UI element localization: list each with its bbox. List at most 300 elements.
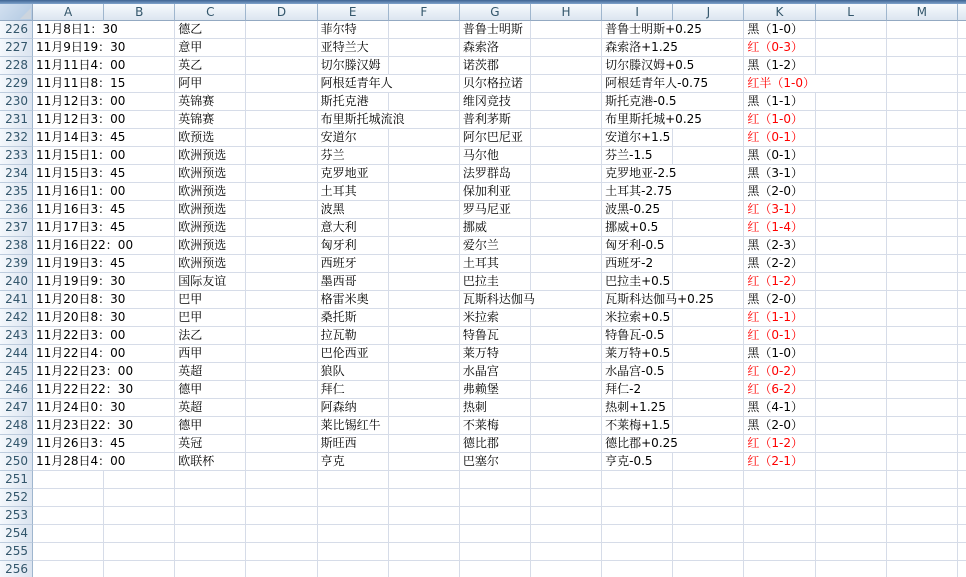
- cell-A232[interactable]: 11月14日3：45: [33, 129, 104, 147]
- cell-I252[interactable]: [602, 489, 673, 507]
- cell-F239[interactable]: [389, 255, 460, 273]
- cell-I241[interactable]: 瓦斯科达伽马+0.25: [602, 291, 673, 309]
- cell-A239[interactable]: 11月19日3：45: [33, 255, 104, 273]
- cell-G245[interactable]: 水晶宫: [460, 363, 531, 381]
- cell-F255[interactable]: [389, 543, 460, 561]
- cell-G236[interactable]: 罗马尼亚: [460, 201, 531, 219]
- cell-F246[interactable]: [389, 381, 460, 399]
- cell-G250[interactable]: 巴塞尔: [460, 453, 531, 471]
- column-header-B[interactable]: B: [104, 4, 175, 21]
- cell-M240[interactable]: [887, 273, 958, 291]
- cell-L256[interactable]: [816, 561, 887, 577]
- cell-L248[interactable]: [816, 417, 887, 435]
- cell-H247[interactable]: [531, 399, 602, 417]
- cell-D231[interactable]: [246, 111, 317, 129]
- cell-K244[interactable]: 黑（1-0）: [744, 345, 815, 363]
- cell-D252[interactable]: [246, 489, 317, 507]
- column-header-H[interactable]: H: [531, 4, 602, 21]
- row-header-232[interactable]: 232: [0, 129, 33, 147]
- cell-K253[interactable]: [744, 507, 815, 525]
- column-header-G[interactable]: G: [460, 4, 531, 21]
- cell-G242[interactable]: 米拉索: [460, 309, 531, 327]
- cell-E250[interactable]: 亨克: [318, 453, 389, 471]
- cell-F227[interactable]: [389, 39, 460, 57]
- cell-G233[interactable]: 马尔他: [460, 147, 531, 165]
- cell-F254[interactable]: [389, 525, 460, 543]
- column-header-L[interactable]: L: [816, 4, 887, 21]
- cell-A226[interactable]: 11月8日1：30: [33, 21, 104, 39]
- cell-E238[interactable]: 匈牙利: [318, 237, 389, 255]
- cell-A253[interactable]: [33, 507, 104, 525]
- cell-C248[interactable]: 德甲: [175, 417, 246, 435]
- cell-I256[interactable]: [602, 561, 673, 577]
- cell-K236[interactable]: 红（3-1）: [744, 201, 815, 219]
- cell-J238[interactable]: [673, 237, 744, 255]
- cell-K235[interactable]: 黑（2-0）: [744, 183, 815, 201]
- cell-A251[interactable]: [33, 471, 104, 489]
- cell-I232[interactable]: 安道尔+1.5: [602, 129, 673, 147]
- cell-I255[interactable]: [602, 543, 673, 561]
- select-all-button[interactable]: [0, 4, 33, 21]
- cell-C249[interactable]: 英冠: [175, 435, 246, 453]
- cell-F244[interactable]: [389, 345, 460, 363]
- cell-A230[interactable]: 11月12日3：00: [33, 93, 104, 111]
- cell-H246[interactable]: [531, 381, 602, 399]
- cell-D237[interactable]: [246, 219, 317, 237]
- cell-C227[interactable]: 意甲: [175, 39, 246, 57]
- cell-M239[interactable]: [887, 255, 958, 273]
- cell-J235[interactable]: [673, 183, 744, 201]
- cell-A244[interactable]: 11月22日4：00: [33, 345, 104, 363]
- cell-M248[interactable]: [887, 417, 958, 435]
- cell-L226[interactable]: [816, 21, 887, 39]
- cell-E232[interactable]: 安道尔: [318, 129, 389, 147]
- cell-M244[interactable]: [887, 345, 958, 363]
- cell-I249[interactable]: 德比郡+0.25: [602, 435, 673, 453]
- cell-M241[interactable]: [887, 291, 958, 309]
- cell-M228[interactable]: [887, 57, 958, 75]
- cell-G249[interactable]: 德比郡: [460, 435, 531, 453]
- cell-E247[interactable]: 阿森纳: [318, 399, 389, 417]
- cell-L246[interactable]: [816, 381, 887, 399]
- cell-J233[interactable]: [673, 147, 744, 165]
- cell-H245[interactable]: [531, 363, 602, 381]
- cell-H250[interactable]: [531, 453, 602, 471]
- row-header-245[interactable]: 245: [0, 363, 33, 381]
- cell-K255[interactable]: [744, 543, 815, 561]
- cell-G227[interactable]: 森索洛: [460, 39, 531, 57]
- cell-E233[interactable]: 芬兰: [318, 147, 389, 165]
- cell-E237[interactable]: 意大利: [318, 219, 389, 237]
- cell-F238[interactable]: [389, 237, 460, 255]
- row-header-254[interactable]: 254: [0, 525, 33, 543]
- cell-L235[interactable]: [816, 183, 887, 201]
- cell-J253[interactable]: [673, 507, 744, 525]
- cell-C234[interactable]: 欧洲预选: [175, 165, 246, 183]
- cell-H242[interactable]: [531, 309, 602, 327]
- row-header-255[interactable]: 255: [0, 543, 33, 561]
- cell-M232[interactable]: [887, 129, 958, 147]
- cell-M238[interactable]: [887, 237, 958, 255]
- cell-J230[interactable]: [673, 93, 744, 111]
- cell-B252[interactable]: [104, 489, 175, 507]
- column-header-K[interactable]: K: [744, 4, 815, 21]
- cell-D230[interactable]: [246, 93, 317, 111]
- cell-A227[interactable]: 11月9日19：30: [33, 39, 104, 57]
- cell-E249[interactable]: 斯旺西: [318, 435, 389, 453]
- cell-F256[interactable]: [389, 561, 460, 577]
- cell-G256[interactable]: [460, 561, 531, 577]
- row-header-248[interactable]: 248: [0, 417, 33, 435]
- cell-A242[interactable]: 11月20日8：30: [33, 309, 104, 327]
- column-header-E[interactable]: E: [318, 4, 389, 21]
- cell-F229[interactable]: [389, 75, 460, 93]
- cell-G228[interactable]: 诺茨郡: [460, 57, 531, 75]
- row-header-256[interactable]: 256: [0, 561, 33, 577]
- cell-L251[interactable]: [816, 471, 887, 489]
- cell-C243[interactable]: 法乙: [175, 327, 246, 345]
- cell-F249[interactable]: [389, 435, 460, 453]
- row-header-234[interactable]: 234: [0, 165, 33, 183]
- cell-M231[interactable]: [887, 111, 958, 129]
- cell-L229[interactable]: [816, 75, 887, 93]
- cell-L255[interactable]: [816, 543, 887, 561]
- cell-M254[interactable]: [887, 525, 958, 543]
- cell-E246[interactable]: 拜仁: [318, 381, 389, 399]
- cell-H226[interactable]: [531, 21, 602, 39]
- cell-A234[interactable]: 11月15日3：45: [33, 165, 104, 183]
- row-header-235[interactable]: 235: [0, 183, 33, 201]
- cell-M233[interactable]: [887, 147, 958, 165]
- cell-G252[interactable]: [460, 489, 531, 507]
- cell-G229[interactable]: 贝尔格拉诺: [460, 75, 531, 93]
- cell-D241[interactable]: [246, 291, 317, 309]
- cell-K233[interactable]: 黑（0-1）: [744, 147, 815, 165]
- cell-K251[interactable]: [744, 471, 815, 489]
- cell-C237[interactable]: 欧洲预选: [175, 219, 246, 237]
- cell-J243[interactable]: [673, 327, 744, 345]
- cell-G241[interactable]: 瓦斯科达伽马: [460, 291, 531, 309]
- cell-E256[interactable]: [318, 561, 389, 577]
- row-header-229[interactable]: 229: [0, 75, 33, 93]
- cell-A255[interactable]: [33, 543, 104, 561]
- cell-F226[interactable]: [389, 21, 460, 39]
- cell-M255[interactable]: [887, 543, 958, 561]
- row-header-246[interactable]: 246: [0, 381, 33, 399]
- row-header-251[interactable]: 251: [0, 471, 33, 489]
- row-header-228[interactable]: 228: [0, 57, 33, 75]
- cell-E239[interactable]: 西班牙: [318, 255, 389, 273]
- row-header-247[interactable]: 247: [0, 399, 33, 417]
- row-header-244[interactable]: 244: [0, 345, 33, 363]
- cell-D251[interactable]: [246, 471, 317, 489]
- cell-L227[interactable]: [816, 39, 887, 57]
- cell-I235[interactable]: 土耳其-2.75: [602, 183, 673, 201]
- cell-E227[interactable]: 亚特兰大: [318, 39, 389, 57]
- cell-K246[interactable]: 红（6-2）: [744, 381, 815, 399]
- cell-H255[interactable]: [531, 543, 602, 561]
- cell-H251[interactable]: [531, 471, 602, 489]
- cell-I246[interactable]: 拜仁-2: [602, 381, 673, 399]
- cell-E234[interactable]: 克罗地亚: [318, 165, 389, 183]
- column-header-C[interactable]: C: [175, 4, 246, 21]
- cell-H235[interactable]: [531, 183, 602, 201]
- cell-B256[interactable]: [104, 561, 175, 577]
- cell-J236[interactable]: [673, 201, 744, 219]
- cell-M230[interactable]: [887, 93, 958, 111]
- cell-D235[interactable]: [246, 183, 317, 201]
- cell-M243[interactable]: [887, 327, 958, 345]
- cell-L250[interactable]: [816, 453, 887, 471]
- cell-F228[interactable]: [389, 57, 460, 75]
- cell-F253[interactable]: [389, 507, 460, 525]
- cell-I253[interactable]: [602, 507, 673, 525]
- cell-F242[interactable]: [389, 309, 460, 327]
- cell-I248[interactable]: 不莱梅+1.5: [602, 417, 673, 435]
- cell-D245[interactable]: [246, 363, 317, 381]
- cell-C242[interactable]: 巴甲: [175, 309, 246, 327]
- cell-K245[interactable]: 红（0-2）: [744, 363, 815, 381]
- column-header-J[interactable]: J: [673, 4, 744, 21]
- cell-K256[interactable]: [744, 561, 815, 577]
- cell-C250[interactable]: 欧联杯: [175, 453, 246, 471]
- cell-M235[interactable]: [887, 183, 958, 201]
- row-header-252[interactable]: 252: [0, 489, 33, 507]
- cell-J251[interactable]: [673, 471, 744, 489]
- cell-A238[interactable]: 11月16日22：00: [33, 237, 104, 255]
- row-header-253[interactable]: 253: [0, 507, 33, 525]
- cell-B253[interactable]: [104, 507, 175, 525]
- cell-I226[interactable]: 普鲁士明斯+0.25: [602, 21, 673, 39]
- cell-F241[interactable]: [389, 291, 460, 309]
- cell-D242[interactable]: [246, 309, 317, 327]
- cell-I242[interactable]: 米拉索+0.5: [602, 309, 673, 327]
- cell-H229[interactable]: [531, 75, 602, 93]
- cell-G239[interactable]: 土耳其: [460, 255, 531, 273]
- cell-I234[interactable]: 克罗地亚-2.5: [602, 165, 673, 183]
- cell-K239[interactable]: 黑（2-2）: [744, 255, 815, 273]
- cell-K227[interactable]: 红（0-3）: [744, 39, 815, 57]
- cell-K250[interactable]: 红（2-1）: [744, 453, 815, 471]
- cell-M242[interactable]: [887, 309, 958, 327]
- cell-J232[interactable]: [673, 129, 744, 147]
- cell-F247[interactable]: [389, 399, 460, 417]
- cell-D254[interactable]: [246, 525, 317, 543]
- cell-G247[interactable]: 热刺: [460, 399, 531, 417]
- cell-A240[interactable]: 11月19日9：30: [33, 273, 104, 291]
- cell-I236[interactable]: 波黑-0.25: [602, 201, 673, 219]
- cell-G230[interactable]: 维冈竞技: [460, 93, 531, 111]
- cell-J247[interactable]: [673, 399, 744, 417]
- cell-J245[interactable]: [673, 363, 744, 381]
- cell-F243[interactable]: [389, 327, 460, 345]
- cell-D240[interactable]: [246, 273, 317, 291]
- cell-G226[interactable]: 普鲁士明斯: [460, 21, 531, 39]
- cell-K229[interactable]: 红半（1-0）: [744, 75, 815, 93]
- cell-E241[interactable]: 格雷米奥: [318, 291, 389, 309]
- cell-M237[interactable]: [887, 219, 958, 237]
- cell-A250[interactable]: 11月28日4：00: [33, 453, 104, 471]
- cell-I239[interactable]: 西班牙-2: [602, 255, 673, 273]
- cell-G237[interactable]: 挪威: [460, 219, 531, 237]
- cell-L237[interactable]: [816, 219, 887, 237]
- cell-A243[interactable]: 11月22日3：00: [33, 327, 104, 345]
- row-header-241[interactable]: 241: [0, 291, 33, 309]
- cell-J244[interactable]: [673, 345, 744, 363]
- cell-H240[interactable]: [531, 273, 602, 291]
- cell-A245[interactable]: 11月22日23：00: [33, 363, 104, 381]
- cell-D234[interactable]: [246, 165, 317, 183]
- cell-I229[interactable]: 阿根廷青年人-0.75: [602, 75, 673, 93]
- cell-L252[interactable]: [816, 489, 887, 507]
- cell-L228[interactable]: [816, 57, 887, 75]
- cell-L249[interactable]: [816, 435, 887, 453]
- cell-I238[interactable]: 匈牙利-0.5: [602, 237, 673, 255]
- cell-I247[interactable]: 热刺+1.25: [602, 399, 673, 417]
- row-header-227[interactable]: 227: [0, 39, 33, 57]
- cell-D253[interactable]: [246, 507, 317, 525]
- cell-J227[interactable]: [673, 39, 744, 57]
- cell-G255[interactable]: [460, 543, 531, 561]
- cell-K248[interactable]: 黑（2-0）: [744, 417, 815, 435]
- cell-I251[interactable]: [602, 471, 673, 489]
- cell-C232[interactable]: 欧预选: [175, 129, 246, 147]
- cell-D227[interactable]: [246, 39, 317, 57]
- cell-A229[interactable]: 11月11日8：15: [33, 75, 104, 93]
- cell-G240[interactable]: 巴拉圭: [460, 273, 531, 291]
- cell-A254[interactable]: [33, 525, 104, 543]
- cell-H236[interactable]: [531, 201, 602, 219]
- row-header-233[interactable]: 233: [0, 147, 33, 165]
- cell-D243[interactable]: [246, 327, 317, 345]
- cell-L231[interactable]: [816, 111, 887, 129]
- cell-J250[interactable]: [673, 453, 744, 471]
- cell-I237[interactable]: 挪威+0.5: [602, 219, 673, 237]
- cell-M256[interactable]: [887, 561, 958, 577]
- cell-G254[interactable]: [460, 525, 531, 543]
- cell-D250[interactable]: [246, 453, 317, 471]
- cell-K254[interactable]: [744, 525, 815, 543]
- cell-D239[interactable]: [246, 255, 317, 273]
- cell-C254[interactable]: [175, 525, 246, 543]
- cell-C252[interactable]: [175, 489, 246, 507]
- cell-H230[interactable]: [531, 93, 602, 111]
- cell-D233[interactable]: [246, 147, 317, 165]
- cell-J255[interactable]: [673, 543, 744, 561]
- row-header-238[interactable]: 238: [0, 237, 33, 255]
- column-header-F[interactable]: F: [389, 4, 460, 21]
- row-header-237[interactable]: 237: [0, 219, 33, 237]
- cell-J248[interactable]: [673, 417, 744, 435]
- cell-E245[interactable]: 狼队: [318, 363, 389, 381]
- cell-L236[interactable]: [816, 201, 887, 219]
- cell-C255[interactable]: [175, 543, 246, 561]
- cell-I254[interactable]: [602, 525, 673, 543]
- cell-G244[interactable]: 莱万特: [460, 345, 531, 363]
- cell-H232[interactable]: [531, 129, 602, 147]
- cell-L245[interactable]: [816, 363, 887, 381]
- row-header-226[interactable]: 226: [0, 21, 33, 39]
- cell-K230[interactable]: 黑（1-1）: [744, 93, 815, 111]
- cell-C231[interactable]: 英锦赛: [175, 111, 246, 129]
- cell-C229[interactable]: 阿甲: [175, 75, 246, 93]
- cell-K252[interactable]: [744, 489, 815, 507]
- row-header-249[interactable]: 249: [0, 435, 33, 453]
- cell-F250[interactable]: [389, 453, 460, 471]
- cell-C228[interactable]: 英乙: [175, 57, 246, 75]
- cell-A233[interactable]: 11月15日1：00: [33, 147, 104, 165]
- cell-E253[interactable]: [318, 507, 389, 525]
- cell-A246[interactable]: 11月22日22：30: [33, 381, 104, 399]
- cell-M253[interactable]: [887, 507, 958, 525]
- cell-D229[interactable]: [246, 75, 317, 93]
- cell-L238[interactable]: [816, 237, 887, 255]
- column-header-I[interactable]: I: [602, 4, 673, 21]
- cell-C244[interactable]: 西甲: [175, 345, 246, 363]
- cell-M236[interactable]: [887, 201, 958, 219]
- cell-F237[interactable]: [389, 219, 460, 237]
- cell-L242[interactable]: [816, 309, 887, 327]
- cell-E254[interactable]: [318, 525, 389, 543]
- cell-M249[interactable]: [887, 435, 958, 453]
- cell-F240[interactable]: [389, 273, 460, 291]
- cell-J252[interactable]: [673, 489, 744, 507]
- cell-H244[interactable]: [531, 345, 602, 363]
- cell-C226[interactable]: 德乙: [175, 21, 246, 39]
- cell-H233[interactable]: [531, 147, 602, 165]
- cell-G251[interactable]: [460, 471, 531, 489]
- row-header-236[interactable]: 236: [0, 201, 33, 219]
- cell-J237[interactable]: [673, 219, 744, 237]
- cell-E230[interactable]: 斯托克港: [318, 93, 389, 111]
- cell-G232[interactable]: 阿尔巴尼亚: [460, 129, 531, 147]
- cell-F252[interactable]: [389, 489, 460, 507]
- cell-K231[interactable]: 红（1-0）: [744, 111, 815, 129]
- cell-L243[interactable]: [816, 327, 887, 345]
- cell-E248[interactable]: 莱比锡红牛: [318, 417, 389, 435]
- cell-G235[interactable]: 保加利亚: [460, 183, 531, 201]
- cell-D249[interactable]: [246, 435, 317, 453]
- cell-G243[interactable]: 特鲁瓦: [460, 327, 531, 345]
- cell-G248[interactable]: 不莱梅: [460, 417, 531, 435]
- cell-C253[interactable]: [175, 507, 246, 525]
- cell-L239[interactable]: [816, 255, 887, 273]
- cell-F245[interactable]: [389, 363, 460, 381]
- cell-D247[interactable]: [246, 399, 317, 417]
- row-header-230[interactable]: 230: [0, 93, 33, 111]
- column-header-A[interactable]: A: [33, 4, 104, 21]
- cell-J240[interactable]: [673, 273, 744, 291]
- cell-M246[interactable]: [887, 381, 958, 399]
- row-header-240[interactable]: 240: [0, 273, 33, 291]
- cell-E231[interactable]: 布里斯托城流浪: [318, 111, 389, 129]
- cell-I233[interactable]: 芬兰-1.5: [602, 147, 673, 165]
- cell-G253[interactable]: [460, 507, 531, 525]
- cell-H227[interactable]: [531, 39, 602, 57]
- cell-E235[interactable]: 土耳其: [318, 183, 389, 201]
- cell-G234[interactable]: 法罗群岛: [460, 165, 531, 183]
- cell-B255[interactable]: [104, 543, 175, 561]
- cell-M245[interactable]: [887, 363, 958, 381]
- cell-J256[interactable]: [673, 561, 744, 577]
- cell-I245[interactable]: 水晶宫-0.5: [602, 363, 673, 381]
- cell-D238[interactable]: [246, 237, 317, 255]
- cell-C247[interactable]: 英超: [175, 399, 246, 417]
- cell-E252[interactable]: [318, 489, 389, 507]
- cell-F230[interactable]: [389, 93, 460, 111]
- cell-L254[interactable]: [816, 525, 887, 543]
- cell-K249[interactable]: 红（1-2）: [744, 435, 815, 453]
